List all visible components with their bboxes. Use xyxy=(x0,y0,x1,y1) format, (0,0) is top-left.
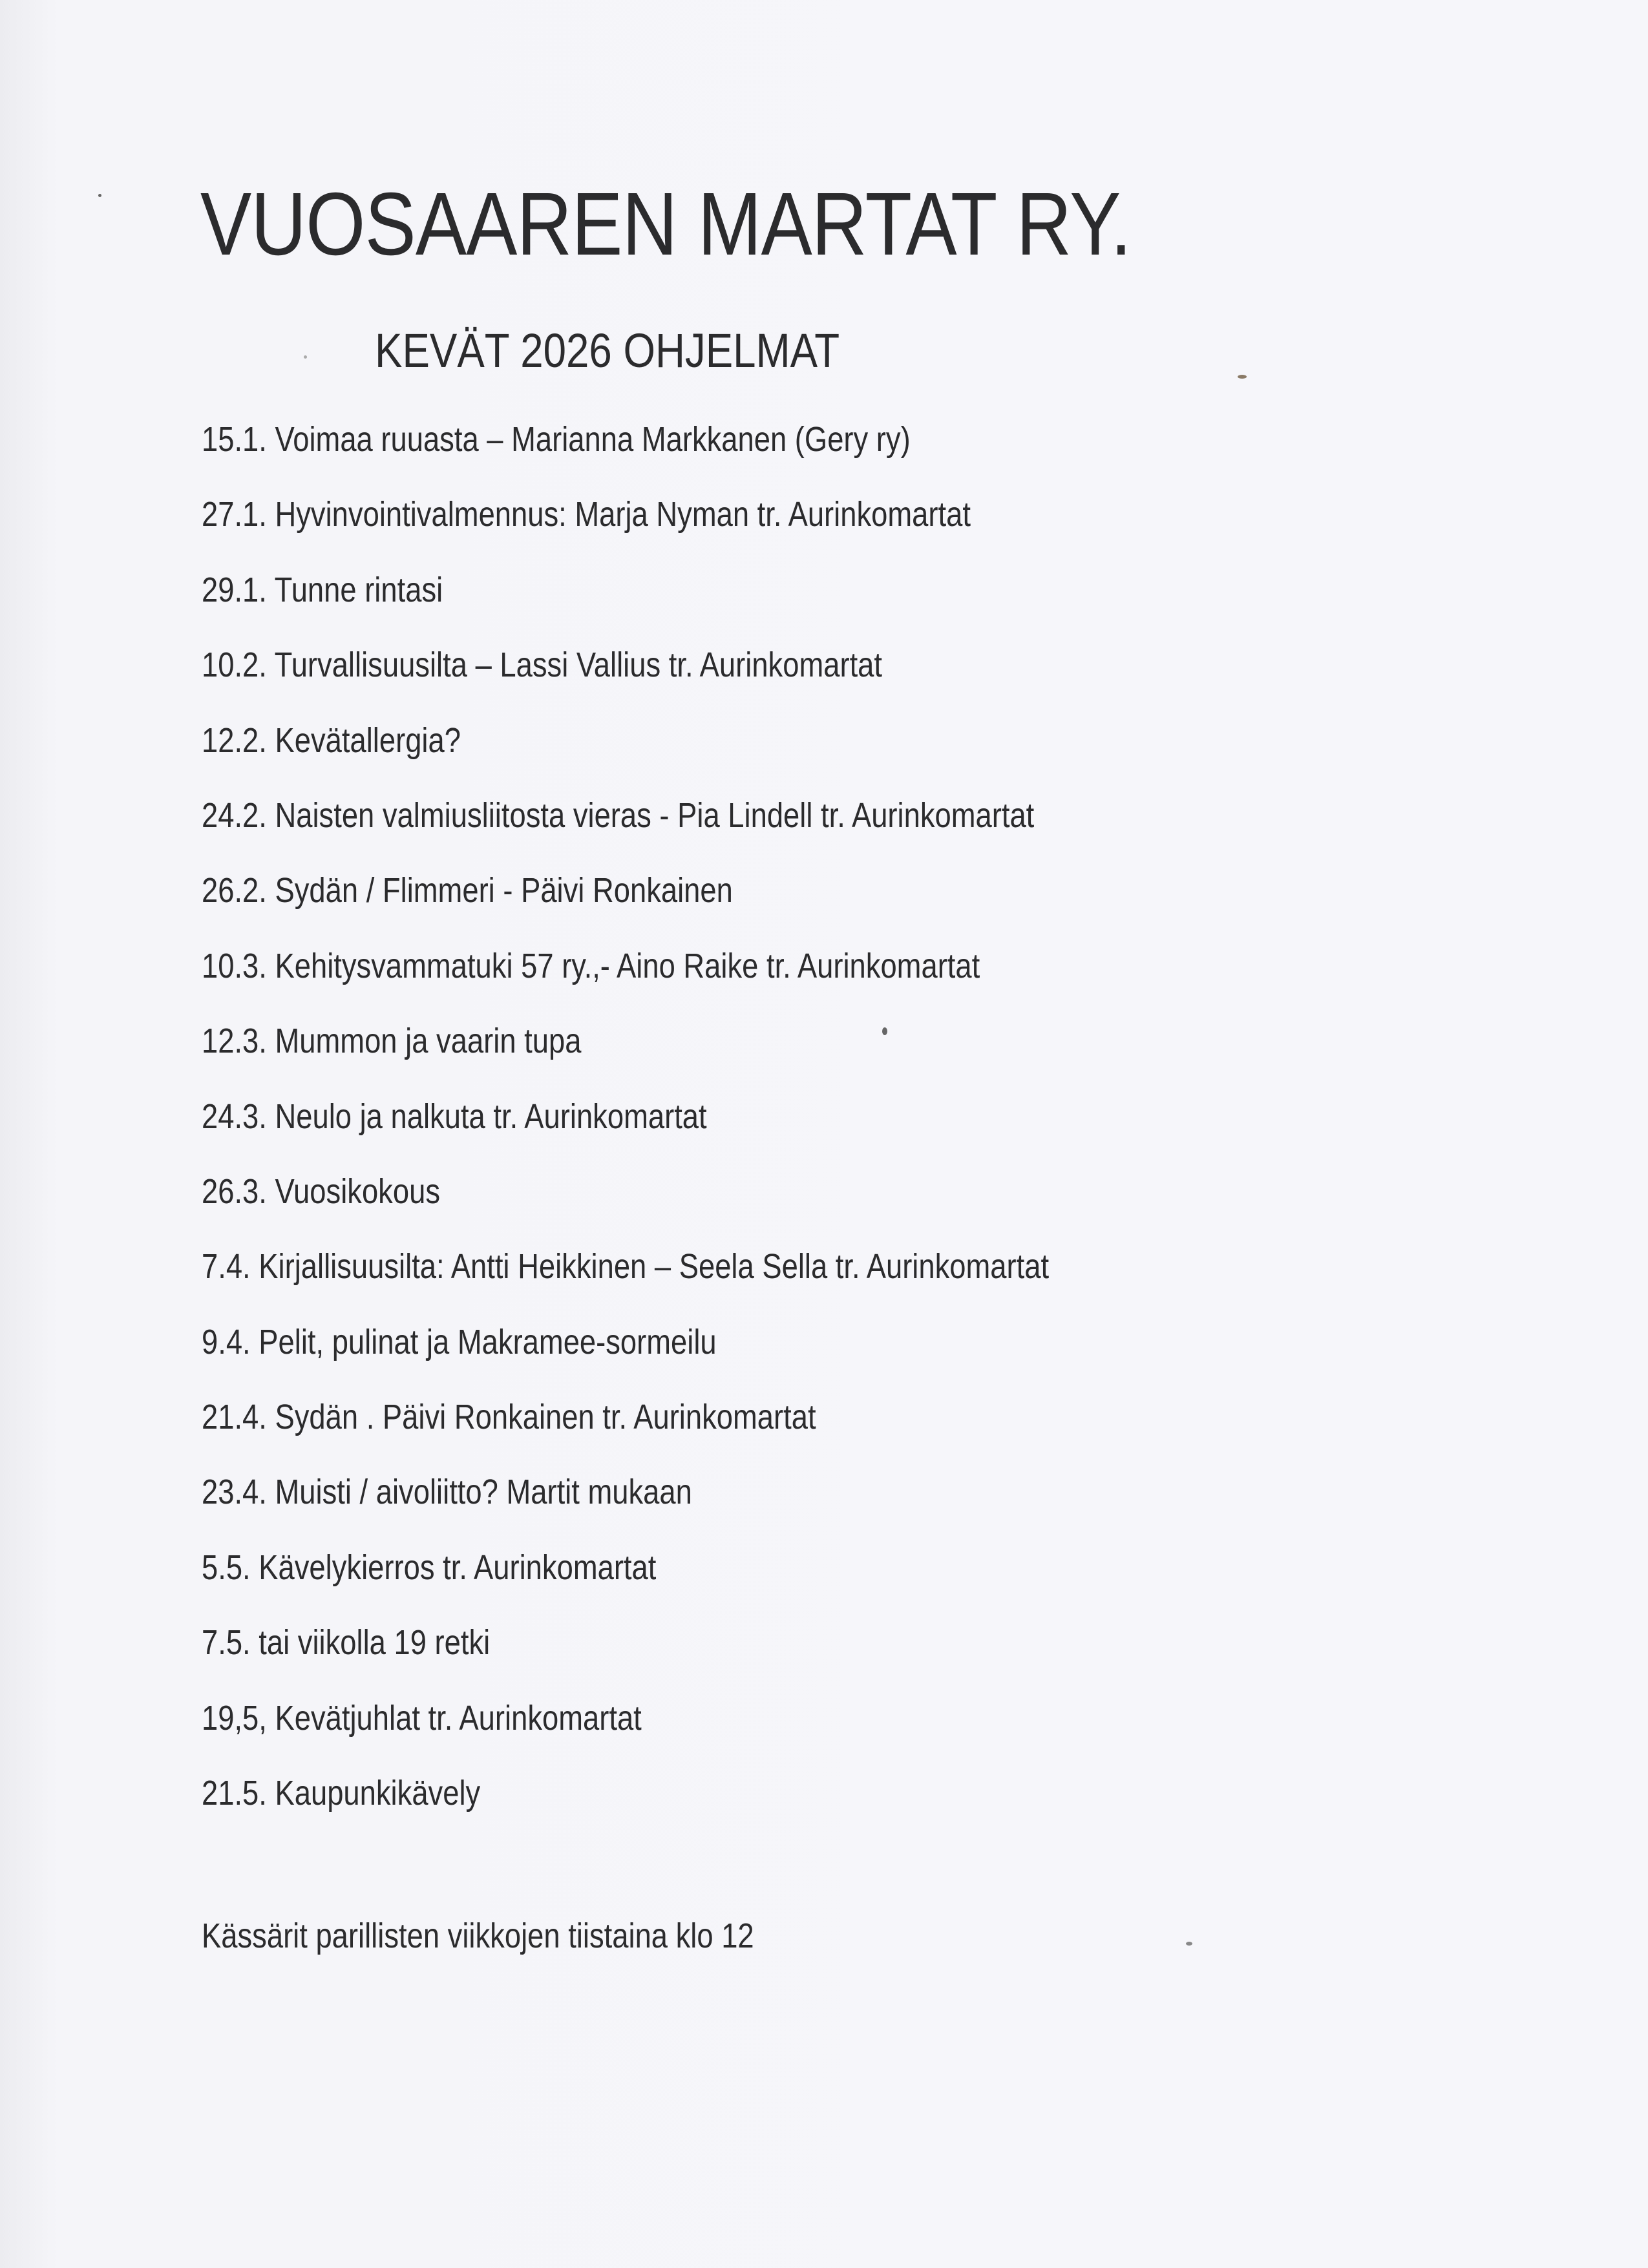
program-item: 27.1. Hyvinvointivalmennus: Marja Nyman tr. Aurinkomartat xyxy=(202,495,971,534)
program-item: 29.1. Tunne rintasi xyxy=(202,570,443,609)
program-item: 24.3. Neulo ja nalkuta tr. Aurinkomartat xyxy=(202,1097,707,1136)
document-subtitle: KEVÄT 2026 OHJELMAT xyxy=(375,324,840,377)
program-item: 7.4. Kirjallisuusilta: Antti Heikkinen – Seela Sella tr. Aurinkomartat xyxy=(202,1247,1050,1286)
program-item: 21.5. Kaupunkikävely xyxy=(202,1774,481,1813)
program-item: 19,5, Kevätjuhlat tr. Aurinkomartat xyxy=(202,1698,642,1738)
program-list xyxy=(202,417,1210,1845)
program-item: 26.2. Sydän / Flimmeri - Päivi Ronkainen xyxy=(202,871,733,910)
scan-speck xyxy=(1186,1942,1192,1946)
document-title: VUOSAAREN MARTAT RY. xyxy=(200,174,1132,274)
scan-speck xyxy=(1238,375,1247,379)
program-item: 10.3. Kehitysvammatuki 57 ry.,- Aino Raike tr. Aurinkomartat xyxy=(202,946,980,985)
scan-speck xyxy=(882,1027,887,1035)
program-item: 24.2. Naisten valmiusliitosta vieras - Pia Lindell tr. Aurinkomartat xyxy=(202,795,1035,835)
program-item: 10.2. Turvallisuusilta – Lassi Vallius tr. Aurinkomartat xyxy=(202,646,883,685)
program-item: 26.3. Vuosikokous xyxy=(202,1171,440,1211)
program-item: 12.2. Kevätallergia? xyxy=(202,720,461,760)
program-item: 7.5. tai viikolla 19 retki xyxy=(202,1623,491,1663)
program-item: 5.5. Kävelykierros tr. Aurinkomartat xyxy=(202,1548,657,1587)
program-item: 15.1. Voimaa ruuasta – Marianna Markkanen (Gery ry) xyxy=(202,420,911,459)
footer-note: Kässärit parillisten viikkojen tiistaina klo 12 xyxy=(202,1916,754,1955)
program-item: 12.3. Mummon ja vaarin tupa xyxy=(202,1022,582,1061)
scan-speck xyxy=(304,355,307,359)
scan-speck xyxy=(98,194,101,197)
program-item: 9.4. Pelit, pulinat ja Makramee-sormeilu xyxy=(202,1322,717,1361)
program-item: 21.4. Sydän . Päivi Ronkainen tr. Aurinkomartat xyxy=(202,1398,816,1437)
program-item: 23.4. Muisti / aivoliitto? Martit mukaan xyxy=(202,1473,692,1512)
